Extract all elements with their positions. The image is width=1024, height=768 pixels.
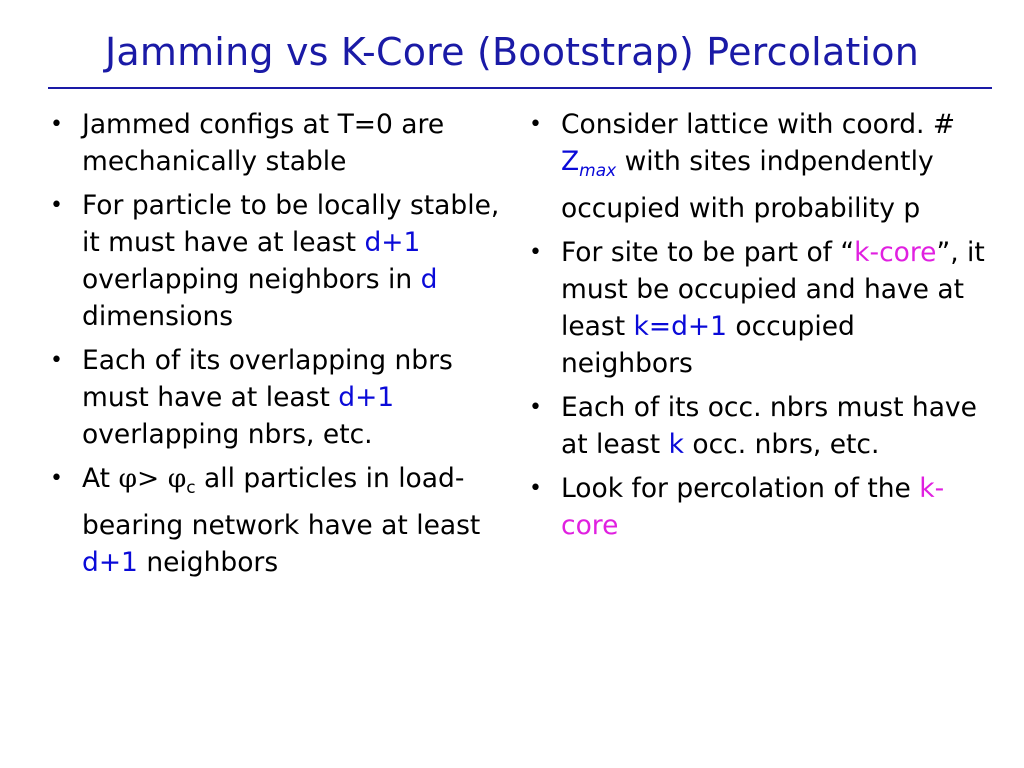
highlight-term: d+1 [364, 227, 421, 258]
bullet-text: neighbors [137, 547, 279, 578]
subscript: c [186, 478, 196, 498]
bullet-item [525, 234, 995, 382]
phi-symbol: φ [118, 463, 138, 494]
right-column [525, 106, 995, 551]
highlight-term: k=d+1 [633, 311, 727, 342]
title-underline [48, 87, 992, 89]
subscript: max [579, 161, 617, 181]
bullet-text: overlapping neighbors in [82, 264, 421, 295]
bullet-item [46, 460, 516, 581]
greater-than-symbol: > [137, 463, 160, 494]
bullet-text: occupied neighbors [561, 311, 855, 379]
bullet-text: Jammed configs at T=0 are mechanically stable [82, 109, 445, 177]
bullet-dot: • [529, 476, 542, 501]
bullet-item [46, 106, 516, 180]
slide-title: Jamming vs K-Core (Bootstrap) Percolation [104, 30, 920, 74]
bullet-text: At [82, 463, 119, 494]
bullet-item [525, 470, 995, 544]
bullet-text: occ. nbrs, etc. [683, 429, 880, 460]
highlight-term: d+1 [338, 382, 395, 413]
highlight-term: d [420, 264, 438, 295]
bullet-text: For site to be part of “ [561, 237, 855, 268]
bullet-text: with sites indpendently occupied with probability p [561, 146, 934, 224]
highlight-term: k [668, 429, 684, 460]
bullet-text: ”, it must be occupied and have at least [561, 237, 985, 342]
bullet-dot: • [529, 240, 542, 265]
highlight-term: d+1 [82, 547, 138, 578]
bullet-text: Each of its occ. nbrs must have at least [561, 392, 977, 460]
bullet-text: overlapping nbrs, etc. [82, 419, 373, 450]
phi-symbol: φ [167, 463, 187, 494]
bullet-item [525, 389, 995, 463]
bullet-text: Consider lattice with coord. # [561, 109, 956, 140]
bullet-item [46, 342, 516, 453]
bullet-dot: • [50, 466, 63, 491]
bullet-dot: • [529, 395, 542, 420]
bullet-item [46, 187, 516, 335]
highlight-term: k-core [561, 473, 945, 541]
bullet-dot: • [529, 112, 542, 137]
bullet-text: all particles in load-bearing network have at least [82, 463, 481, 541]
highlight-term: Z [561, 146, 580, 177]
bullet-text: Look for percolation of the [561, 473, 920, 504]
bullet-dot: • [50, 112, 63, 137]
bullet-text: For particle to be locally stable, it must have at least [82, 190, 500, 258]
bullet-text: Each of its overlapping nbrs must have at least [82, 345, 453, 413]
bullet-item [525, 106, 995, 227]
bullet-dot: • [50, 348, 63, 373]
bullet-text: dimensions [82, 301, 234, 332]
bullet-dot: • [50, 193, 63, 218]
left-column [46, 106, 516, 588]
highlight-term: k-core [854, 237, 937, 268]
